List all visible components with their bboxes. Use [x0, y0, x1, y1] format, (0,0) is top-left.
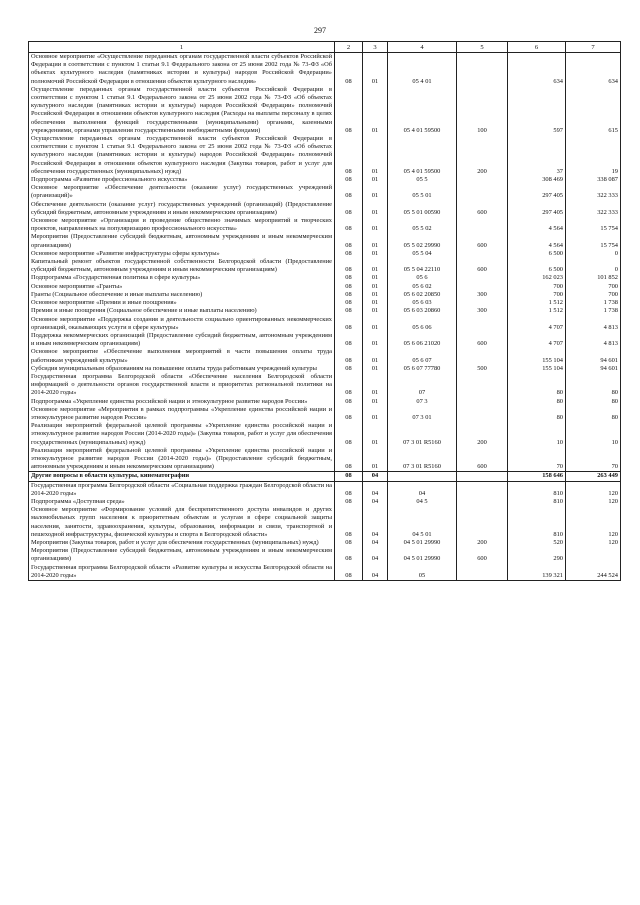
amount-year-2: 700 — [566, 283, 621, 291]
section-code: 08 — [335, 250, 363, 258]
amount-year-2: 80 — [566, 398, 621, 406]
section-code: 08 — [335, 539, 363, 547]
amount-year-2: 94 601 — [566, 365, 621, 373]
target-article-code: 04 5 01 29990 — [388, 539, 457, 547]
subsection-code: 01 — [363, 422, 388, 447]
table-row — [29, 135, 621, 176]
section-code: 08 — [335, 258, 363, 274]
column-header: 6 — [508, 42, 566, 53]
amount-year-1: 1 512 — [508, 299, 566, 307]
row-name: Государственная программа Белгородской области «Развитие культуры и искусства Белгородской области на 2014-2020 годы» — [29, 564, 335, 581]
subsection-code: 01 — [363, 250, 388, 258]
subsection-code: 01 — [363, 184, 388, 200]
expense-type-code — [457, 217, 508, 233]
subsection-code: 04 — [363, 481, 388, 498]
section-code: 08 — [335, 506, 363, 539]
expense-type-code: 600 — [457, 332, 508, 348]
subsection-code: 01 — [363, 217, 388, 233]
expense-type-code: 200 — [457, 135, 508, 176]
subsection-code: 01 — [363, 86, 388, 135]
section-code: 08 — [335, 184, 363, 200]
expense-type-code — [457, 481, 508, 498]
amount-year-1: 155 104 — [508, 365, 566, 373]
amount-year-2: 1 738 — [566, 299, 621, 307]
subsection-code: 01 — [363, 406, 388, 422]
table-row — [29, 481, 621, 498]
amount-year-2: 80 — [566, 373, 621, 398]
amount-year-1: 810 — [508, 506, 566, 539]
amount-year-1: 297 405 — [508, 184, 566, 200]
table-row — [29, 176, 621, 184]
subsection-code: 01 — [363, 447, 388, 472]
amount-year-2: 700 — [566, 291, 621, 299]
target-article-code: 04 — [388, 481, 457, 498]
target-article-code: 05 4 01 — [388, 53, 457, 86]
table-row — [29, 274, 621, 282]
amount-year-2: 615 — [566, 86, 621, 135]
target-article-code: 07 3 01 R5160 — [388, 447, 457, 472]
section-code: 08 — [335, 373, 363, 398]
row-name: Гранты (Социальное обеспечение и иные выплаты населению) — [29, 291, 335, 299]
table-row — [29, 398, 621, 406]
section-code: 08 — [335, 447, 363, 472]
target-article-code: 04 5 — [388, 498, 457, 506]
target-article-code: 07 3 — [388, 398, 457, 406]
section-code: 08 — [335, 481, 363, 498]
table-row — [29, 406, 621, 422]
subsection-code: 01 — [363, 316, 388, 332]
amount-year-1: 810 — [508, 481, 566, 498]
expense-type-code: 200 — [457, 422, 508, 447]
target-article-code: 05 — [388, 564, 457, 581]
expense-type-code: 600 — [457, 233, 508, 249]
section-code: 08 — [335, 564, 363, 581]
section-code: 08 — [335, 422, 363, 447]
row-name: Осуществление переданных органам государственной власти субъектов Российской Федерации в соответствии с пунктом 1 статьи 9.1 Федерального закона от 25 июня 2002 года № 73-ФЗ «Об объектах культурного наследия (памятниках истории и культуры) народов Российской Федерации» полномочий Российской Федерации в отношении объектов культурного наследия (Расходы на выплаты персоналу в целях обеспечения выполнения функций государственными (муниципальными) органами, казенными учреждениями, органами управления государственными внебюджетными фондами) — [29, 86, 335, 135]
amount-year-1: 597 — [508, 86, 566, 135]
target-article-code: 05 6 03 20860 — [388, 307, 457, 315]
expense-type-code — [457, 406, 508, 422]
amount-year-1: 155 104 — [508, 348, 566, 364]
section-code: 08 — [335, 176, 363, 184]
row-name: Поддержка некоммерческих организаций (Предоставление субсидий бюджетным, автономным учреждениям и иным некоммерческим организациям) — [29, 332, 335, 348]
target-article-code: 05 4 01 59500 — [388, 86, 457, 135]
section-code: 08 — [335, 406, 363, 422]
column-header: 1 — [29, 42, 335, 53]
subsection-code: 01 — [363, 53, 388, 86]
target-article-code — [388, 472, 457, 481]
expense-type-code: 600 — [457, 447, 508, 472]
expense-type-code — [457, 274, 508, 282]
table-row — [29, 332, 621, 348]
budget-table — [28, 41, 621, 581]
amount-year-2: 15 754 — [566, 217, 621, 233]
section-code: 08 — [335, 217, 363, 233]
row-name: Основное мероприятие «Обеспечение выполнения мероприятий в части повышения оплаты труда работникам учреждений культуры» — [29, 348, 335, 364]
subsection-code: 01 — [363, 332, 388, 348]
section-code: 08 — [335, 53, 363, 86]
table-row — [29, 564, 621, 581]
amount-year-2: 101 852 — [566, 274, 621, 282]
expense-type-code — [457, 283, 508, 291]
amount-year-1: 4 707 — [508, 332, 566, 348]
amount-year-1: 80 — [508, 406, 566, 422]
subsection-code: 01 — [363, 365, 388, 373]
table-row — [29, 365, 621, 373]
row-name: Субсидия муниципальным образованиям на повышение оплаты труда работникам учреждений культуры — [29, 365, 335, 373]
table-row — [29, 299, 621, 307]
amount-year-2: 322 333 — [566, 184, 621, 200]
section-code: 08 — [335, 299, 363, 307]
target-article-code: 05 6 03 — [388, 299, 457, 307]
expense-type-code — [457, 250, 508, 258]
row-name: Реализация мероприятий федеральной целевой программы «Укрепление единства российской нации и этнокультурное развитие народов России (2014-2020 годы)» (Закупка товаров, работ и услуг для обеспечения государственных (муниципальных) нужд) — [29, 422, 335, 447]
target-article-code: 05 6 06 — [388, 316, 457, 332]
row-name: Подпрограмма «Укрепление единства российской нации и этнокультурное развитие народов России» — [29, 398, 335, 406]
expense-type-code: 300 — [457, 307, 508, 315]
section-code: 08 — [335, 332, 363, 348]
table-row — [29, 258, 621, 274]
table-row — [29, 373, 621, 398]
subsection-code: 04 — [363, 506, 388, 539]
amount-year-2: 0 — [566, 250, 621, 258]
target-article-code: 05 4 01 59500 — [388, 135, 457, 176]
section-code: 08 — [335, 86, 363, 135]
row-name: Обеспечение деятельности (оказание услуг) государственных учреждений (организаций) (Предоставление субсидий бюджетным, автономным учреждениям и иным некоммерческим организациям) — [29, 201, 335, 217]
amount-year-1: 6 500 — [508, 250, 566, 258]
target-article-code: 05 5 04 22110 — [388, 258, 457, 274]
amount-year-2: 80 — [566, 406, 621, 422]
target-article-code: 05 5 04 — [388, 250, 457, 258]
subsection-code: 04 — [363, 564, 388, 581]
target-article-code: 07 3 01 R5160 — [388, 422, 457, 447]
row-name: Основное мероприятие «Организация и проведение общественно значимых мероприятий и творческих проектов, направленных на популяризацию профессионального искусства» — [29, 217, 335, 233]
row-name: Мероприятия (Закупка товаров, работ и услуг для обеспечения государственных (муниципальных) нужд) — [29, 539, 335, 547]
row-name: Государственная программа Белгородской области «Обеспечение населения Белгородской области информацией о деятельности органов государственной власти и приоритетах региональной политики на 2014-2020 годы» — [29, 373, 335, 398]
table-row — [29, 547, 621, 563]
table-row — [29, 217, 621, 233]
row-name: Основное мероприятие «Гранты» — [29, 283, 335, 291]
target-article-code: 05 5 02 29990 — [388, 233, 457, 249]
subsection-code: 01 — [363, 373, 388, 398]
amount-year-1: 634 — [508, 53, 566, 86]
row-name: Основное мероприятие «Премии и иные поощрения» — [29, 299, 335, 307]
expense-type-code — [457, 373, 508, 398]
amount-year-2: 4 813 — [566, 316, 621, 332]
amount-year-2: 70 — [566, 447, 621, 472]
section-code: 08 — [335, 472, 363, 481]
subsection-code: 01 — [363, 307, 388, 315]
table-row — [29, 506, 621, 539]
subsection-code: 01 — [363, 258, 388, 274]
table-row — [29, 184, 621, 200]
target-article-code: 05 6 02 — [388, 283, 457, 291]
column-header: 3 — [363, 42, 388, 53]
amount-year-2: 263 449 — [566, 472, 621, 481]
amount-year-1: 6 500 — [508, 258, 566, 274]
section-code: 08 — [335, 307, 363, 315]
table-row — [29, 539, 621, 547]
expense-type-code — [457, 316, 508, 332]
row-name: Осуществление переданных органам государственной власти субъектов Российской Федерации в соответствии с пунктом 1 статьи 9.1 Федерального закона от 25 июня 2002 года № 73-ФЗ «Об объектах культурного наследия (памятниках истории и культуры) народов Российской Федерации» полномочий Российской Федерации в отношении объектов культурного наследия (Закупка товаров, работ и услуг для обеспечения государственных (муниципальных) нужд) — [29, 135, 335, 176]
expense-type-code: 200 — [457, 539, 508, 547]
subsection-code: 04 — [363, 547, 388, 563]
expense-type-code — [457, 53, 508, 86]
section-code: 08 — [335, 291, 363, 299]
expense-type-code — [457, 498, 508, 506]
subsection-code: 04 — [363, 498, 388, 506]
amount-year-2: 15 754 — [566, 233, 621, 249]
amount-year-1: 810 — [508, 498, 566, 506]
expense-type-code: 100 — [457, 86, 508, 135]
subsection-code: 01 — [363, 135, 388, 176]
row-name: Подпрограмма «Развитие профессионального искусства» — [29, 176, 335, 184]
amount-year-1: 520 — [508, 539, 566, 547]
amount-year-1: 4 564 — [508, 233, 566, 249]
row-name: Подпрограмма «Доступная среда» — [29, 498, 335, 506]
amount-year-1: 700 — [508, 283, 566, 291]
amount-year-1: 290 — [508, 547, 566, 563]
expense-type-code: 600 — [457, 258, 508, 274]
expense-type-code: 600 — [457, 201, 508, 217]
target-article-code: 05 6 02 20850 — [388, 291, 457, 299]
target-article-code: 05 6 — [388, 274, 457, 282]
expense-type-code — [457, 184, 508, 200]
expense-type-code — [457, 348, 508, 364]
expense-type-code: 600 — [457, 547, 508, 563]
target-article-code: 05 5 — [388, 176, 457, 184]
section-code: 08 — [335, 274, 363, 282]
subsection-code: 01 — [363, 398, 388, 406]
amount-year-2: 634 — [566, 53, 621, 86]
section-code: 08 — [335, 283, 363, 291]
subsection-code: 01 — [363, 274, 388, 282]
target-article-code: 04 5 01 — [388, 506, 457, 539]
row-name: Капитальный ремонт объектов государственной собственности Белгородской области (Предоставление субсидий бюджетным, автономным учреждениям и иным некоммерческим организациям) — [29, 258, 335, 274]
subsection-code: 01 — [363, 291, 388, 299]
amount-year-2: 322 333 — [566, 201, 621, 217]
column-header: 4 — [388, 42, 457, 53]
target-article-code: 05 6 07 — [388, 348, 457, 364]
amount-year-2: 4 813 — [566, 332, 621, 348]
section-code: 08 — [335, 365, 363, 373]
table-row — [29, 316, 621, 332]
amount-year-1: 297 405 — [508, 201, 566, 217]
amount-year-1: 700 — [508, 291, 566, 299]
expense-type-code — [457, 299, 508, 307]
column-header: 5 — [457, 42, 508, 53]
amount-year-1: 308 469 — [508, 176, 566, 184]
section-code: 08 — [335, 398, 363, 406]
table-row — [29, 447, 621, 472]
amount-year-2: 120 — [566, 506, 621, 539]
table-row — [29, 422, 621, 447]
table-row — [29, 498, 621, 506]
section-code: 08 — [335, 135, 363, 176]
amount-year-2: 120 — [566, 498, 621, 506]
table-row — [29, 348, 621, 364]
expense-type-code — [457, 564, 508, 581]
section-code: 08 — [335, 316, 363, 332]
target-article-code: 05 6 07 77780 — [388, 365, 457, 373]
expense-type-code — [457, 506, 508, 539]
row-name: Мероприятия (Предоставление субсидий бюджетным, автономным учреждениям и иным некоммерческим организациям) — [29, 547, 335, 563]
row-name: Основное мероприятие «Обеспечение деятельности (оказание услуг) государственных учреждений (организаций)» — [29, 184, 335, 200]
amount-year-2: 1 738 — [566, 307, 621, 315]
target-article-code: 07 3 01 — [388, 406, 457, 422]
table-row — [29, 86, 621, 135]
section-code: 08 — [335, 348, 363, 364]
target-article-code: 07 — [388, 373, 457, 398]
amount-year-1: 4 707 — [508, 316, 566, 332]
expense-type-code — [457, 472, 508, 481]
amount-year-1: 80 — [508, 398, 566, 406]
amount-year-1: 10 — [508, 422, 566, 447]
amount-year-1: 4 564 — [508, 217, 566, 233]
amount-year-2: 120 — [566, 481, 621, 498]
section-code: 08 — [335, 233, 363, 249]
expense-type-code — [457, 176, 508, 184]
amount-year-2: 120 — [566, 539, 621, 547]
row-name: Основное мероприятие «Осуществление переданных органам государственной власти субъектов Российской Федерации в соответствии с пунктом 1 статьи 9.1 Федерального закона от 25 июня 2002 года № 73-ФЗ «Об объектах культурного наследия (памятниках истории и культуры) народов Российской Федерации» полномочий Российской Федерации в отношении объектов культурного наследия» — [29, 53, 335, 86]
page-number: 297 — [314, 26, 326, 35]
expense-type-code: 500 — [457, 365, 508, 373]
section-code: 08 — [335, 547, 363, 563]
row-name: Основное мероприятие «Формирование условий для беспрепятственного доступа инвалидов и других маломобильных групп населения к приоритетным объектам и услугам в сфере социальной защиты населения, занятости, здравоохранения, культуры, образования, информации и связи, транспортной и пешеходной инфраструктуры, физической культуры и спорта в Белгородской области» — [29, 506, 335, 539]
amount-year-1: 70 — [508, 447, 566, 472]
row-name: Мероприятия (Предоставление субсидий бюджетным, автономным учреждениям и иным некоммерческим организациям) — [29, 233, 335, 249]
subsection-code: 01 — [363, 233, 388, 249]
subsection-code: 01 — [363, 201, 388, 217]
amount-year-2 — [566, 547, 621, 563]
target-article-code: 05 5 02 — [388, 217, 457, 233]
table-row — [29, 307, 621, 315]
table-row — [29, 233, 621, 249]
subsection-code: 01 — [363, 348, 388, 364]
row-name: Основное мероприятие «Поддержка создания и деятельности социально ориентированных некоммерческих организаций, оказывающих услуги в сфере культуры» — [29, 316, 335, 332]
amount-year-2: 94 601 — [566, 348, 621, 364]
column-header: 2 — [335, 42, 363, 53]
amount-year-1: 1 512 — [508, 307, 566, 315]
row-name: Реализация мероприятий федеральной целевой программы «Укрепление единства российской нации и этнокультурное развитие народов России (2014-2020 годы)» (Предоставление субсидий бюджетным, автономным учреждениям и иным некоммерческим организациям) — [29, 447, 335, 472]
amount-year-1: 162 023 — [508, 274, 566, 282]
section-code: 08 — [335, 498, 363, 506]
subsection-code: 04 — [363, 539, 388, 547]
table-header-row — [29, 42, 621, 53]
amount-year-2: 10 — [566, 422, 621, 447]
subsection-code: 04 — [363, 472, 388, 481]
target-article-code: 05 5 01 00590 — [388, 201, 457, 217]
amount-year-2: 19 — [566, 135, 621, 176]
row-name: Другие вопросы в области культуры, кинематографии — [29, 472, 335, 481]
amount-year-1: 80 — [508, 373, 566, 398]
row-name: Основное мероприятие «Мероприятия в рамках подпрограммы «Укрепление единства российской нации и этнокультурное развитие народов России» — [29, 406, 335, 422]
expense-type-code: 300 — [457, 291, 508, 299]
table-row — [29, 283, 621, 291]
amount-year-2: 338 087 — [566, 176, 621, 184]
expense-type-code — [457, 398, 508, 406]
budget-table-container — [28, 41, 620, 581]
amount-year-1: 37 — [508, 135, 566, 176]
section-code: 08 — [335, 201, 363, 217]
target-article-code: 05 6 06 21020 — [388, 332, 457, 348]
row-name: Основное мероприятие «Развитие инфраструктуры сферы культуры» — [29, 250, 335, 258]
table-row — [29, 53, 621, 86]
amount-year-1: 139 321 — [508, 564, 566, 581]
target-article-code: 04 5 01 29990 — [388, 547, 457, 563]
subsection-code: 01 — [363, 176, 388, 184]
row-name: Подпрограмма «Государственная политика в сфере культуры» — [29, 274, 335, 282]
table-row — [29, 291, 621, 299]
subsection-code: 01 — [363, 299, 388, 307]
subsection-code: 01 — [363, 283, 388, 291]
table-body — [29, 53, 621, 581]
table-row — [29, 201, 621, 217]
amount-year-2: 244 524 — [566, 564, 621, 581]
target-article-code: 05 5 01 — [388, 184, 457, 200]
column-header: 7 — [566, 42, 621, 53]
amount-year-2: 0 — [566, 258, 621, 274]
amount-year-1: 158 646 — [508, 472, 566, 481]
table-row — [29, 472, 621, 481]
row-name: Государственная программа Белгородской области «Социальная поддержка граждан Белгородской области на 2014-2020 годы» — [29, 481, 335, 498]
table-row — [29, 250, 621, 258]
row-name: Премии и иные поощрения (Социальное обеспечение и иные выплаты населению) — [29, 307, 335, 315]
